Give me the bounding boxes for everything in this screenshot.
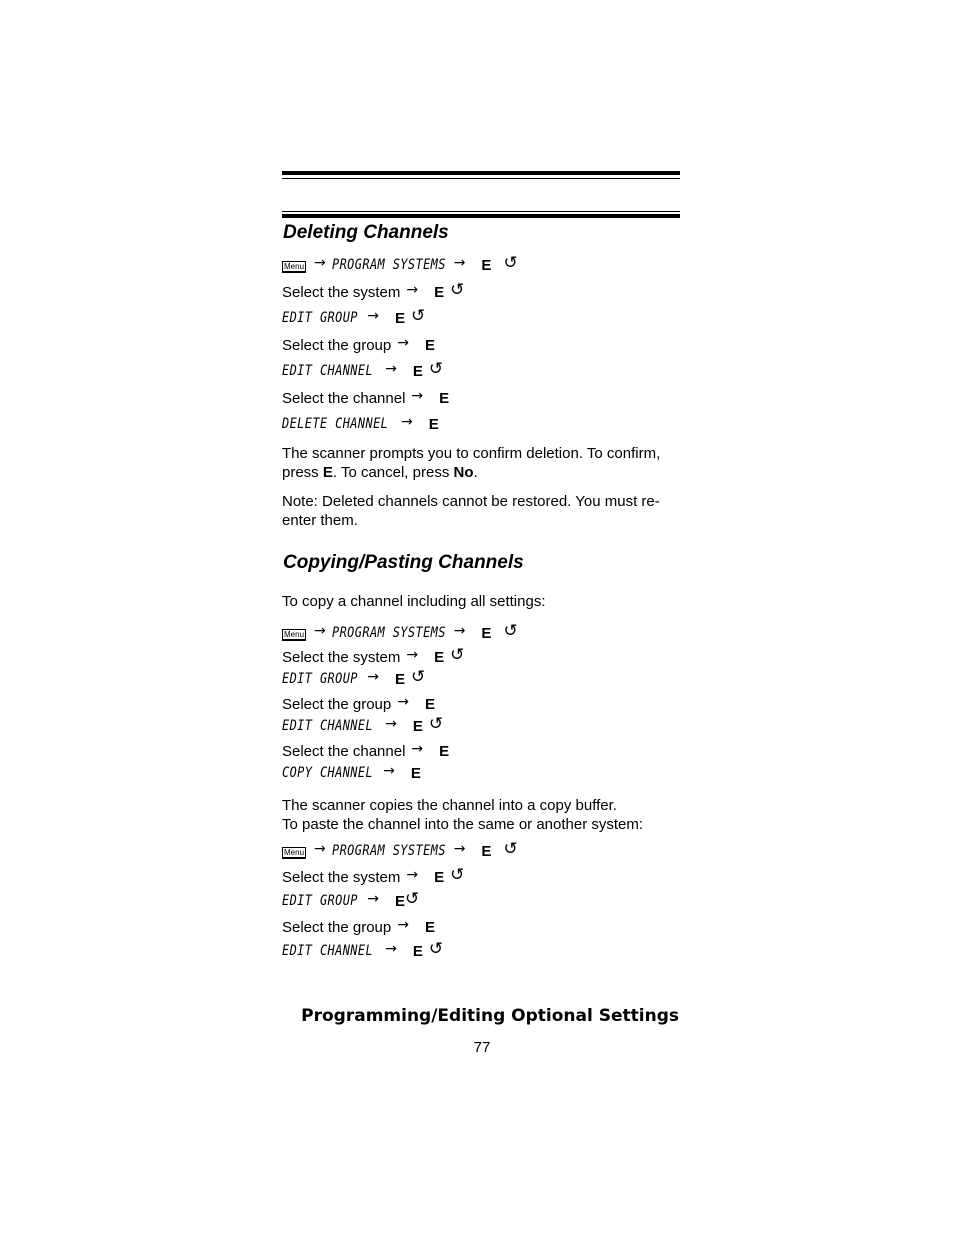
step-row xyxy=(282,253,518,277)
e-key: E xyxy=(412,942,423,960)
e-key: E xyxy=(410,764,421,782)
section-rule-thin xyxy=(282,211,680,212)
step-row xyxy=(282,739,449,763)
step-row xyxy=(282,692,435,716)
no-key: No xyxy=(453,464,474,481)
confirm-paragraph xyxy=(282,444,682,482)
e-key: E xyxy=(434,868,445,886)
lcd-text: COPY CHANNEL xyxy=(282,765,374,781)
arrow-icon: → xyxy=(406,282,419,298)
arrow-icon: → xyxy=(453,255,466,271)
e-key: E xyxy=(424,336,435,354)
back-icon: ↺ xyxy=(450,280,465,300)
header-rule-thin xyxy=(282,178,680,179)
lcd-text: EDIT CHANNEL xyxy=(282,363,374,379)
deleting-heading: Deleting Channels xyxy=(283,222,449,243)
page-number: 77 xyxy=(473,1039,491,1056)
e-key: E xyxy=(424,695,435,713)
e-key: E xyxy=(412,717,423,735)
back-icon: ↺ xyxy=(411,306,426,326)
e-key: E xyxy=(481,624,492,642)
arrow-icon: → xyxy=(367,669,380,685)
e-key: E xyxy=(439,389,450,407)
section-rule-thick xyxy=(282,214,680,218)
menu-key: Menu xyxy=(284,630,305,639)
step-text: Select the system xyxy=(282,283,401,301)
arrow-icon: → xyxy=(453,841,466,857)
arrow-icon: → xyxy=(314,841,326,857)
back-icon: ↺ xyxy=(428,714,444,734)
e-key: E xyxy=(481,842,492,860)
back-icon: ↺ xyxy=(411,667,426,687)
lcd-text: EDIT CHANNEL xyxy=(282,718,374,734)
lcd-text: PROGRAM SYSTEMS xyxy=(331,257,446,273)
copy-intro: To copy a channel including all settings: xyxy=(282,593,546,610)
arrow-icon: → xyxy=(397,917,409,933)
arrow-icon: → xyxy=(397,335,409,351)
step-row xyxy=(282,889,419,913)
footer-section-title: Programming/Editing Optional Settings xyxy=(301,1006,679,1026)
back-icon: ↺ xyxy=(503,839,518,859)
back-icon: ↺ xyxy=(503,253,518,273)
arrow-icon: → xyxy=(385,941,397,957)
menu-key: Menu xyxy=(284,848,305,857)
arrow-icon: → xyxy=(385,361,397,377)
step-text: Select the group xyxy=(282,695,392,713)
arrow-icon: → xyxy=(397,694,409,710)
step-row xyxy=(282,667,425,691)
confirm-text: The scanner prompts you to confirm deletion. To confirm, press xyxy=(282,445,661,481)
e-key: E xyxy=(439,742,450,760)
back-icon: ↺ xyxy=(428,939,444,959)
e-key: E xyxy=(395,892,406,910)
step-row xyxy=(282,621,518,645)
step-row xyxy=(282,645,464,669)
lcd-text: EDIT GROUP xyxy=(282,671,358,687)
e-key: E xyxy=(434,283,445,301)
lcd-text: EDIT GROUP xyxy=(282,893,358,909)
back-icon: ↺ xyxy=(450,865,465,885)
step-text: Select the system xyxy=(282,868,401,886)
arrow-icon: → xyxy=(401,414,413,430)
arrow-icon: → xyxy=(367,308,380,324)
step-text: Select the group xyxy=(282,918,392,936)
step-row xyxy=(282,714,443,738)
arrow-icon: → xyxy=(385,716,397,732)
arrow-icon: → xyxy=(367,891,380,907)
step-row xyxy=(282,939,443,963)
note-paragraph: Note: Deleted channels cannot be restored. You must re-enter them. xyxy=(282,493,660,529)
arrow-icon: → xyxy=(314,255,326,271)
arrow-icon: → xyxy=(453,623,466,639)
paste-intro-line: To paste the channel into the same or another system: xyxy=(282,816,644,833)
arrow-icon: → xyxy=(411,388,424,404)
confirm-text: . xyxy=(473,464,478,481)
step-row xyxy=(282,333,435,357)
step-text: Select the group xyxy=(282,336,392,354)
e-key: E xyxy=(424,918,435,936)
lcd-text: PROGRAM SYSTEMS xyxy=(331,843,446,859)
step-text: Select the system xyxy=(282,648,401,666)
arrow-icon: → xyxy=(383,763,395,779)
step-row xyxy=(282,386,449,410)
step-row xyxy=(282,306,425,330)
e-key: E xyxy=(395,670,406,688)
back-icon: ↺ xyxy=(428,359,444,379)
step-row xyxy=(282,839,518,863)
header-rule-thick xyxy=(282,171,680,175)
e-key: E xyxy=(412,362,423,380)
step-row xyxy=(282,865,464,889)
copied-paragraph xyxy=(282,796,682,834)
step-row xyxy=(282,761,421,785)
e-key: E xyxy=(395,309,406,327)
back-icon: ↺ xyxy=(450,645,465,665)
arrow-icon: → xyxy=(411,741,424,757)
step-row xyxy=(282,359,443,383)
lcd-text: EDIT CHANNEL xyxy=(282,943,374,959)
menu-key: Menu xyxy=(284,262,305,271)
lcd-text: PROGRAM SYSTEMS xyxy=(331,625,446,641)
copying-heading: Copying/Pasting Channels xyxy=(283,552,524,573)
step-row xyxy=(282,915,435,939)
e-key: E xyxy=(434,648,445,666)
back-icon: ↺ xyxy=(503,621,518,641)
e-key: E xyxy=(481,256,492,274)
copied-line: The scanner copies the channel into a copy buffer. xyxy=(282,797,617,814)
arrow-icon: → xyxy=(314,623,326,639)
e-key: E xyxy=(322,464,333,481)
arrow-icon: → xyxy=(406,647,419,663)
arrow-icon: → xyxy=(406,867,419,883)
e-key: E xyxy=(428,415,439,433)
step-row xyxy=(282,412,439,436)
confirm-text: . To cancel, press xyxy=(332,464,454,481)
lcd-text: DELETE CHANNEL xyxy=(282,416,389,432)
step-text: Select the channel xyxy=(282,742,406,760)
step-text: Select the channel xyxy=(282,389,406,407)
step-row xyxy=(282,280,464,304)
back-icon: ↺ xyxy=(405,889,420,909)
lcd-text: EDIT GROUP xyxy=(282,310,358,326)
